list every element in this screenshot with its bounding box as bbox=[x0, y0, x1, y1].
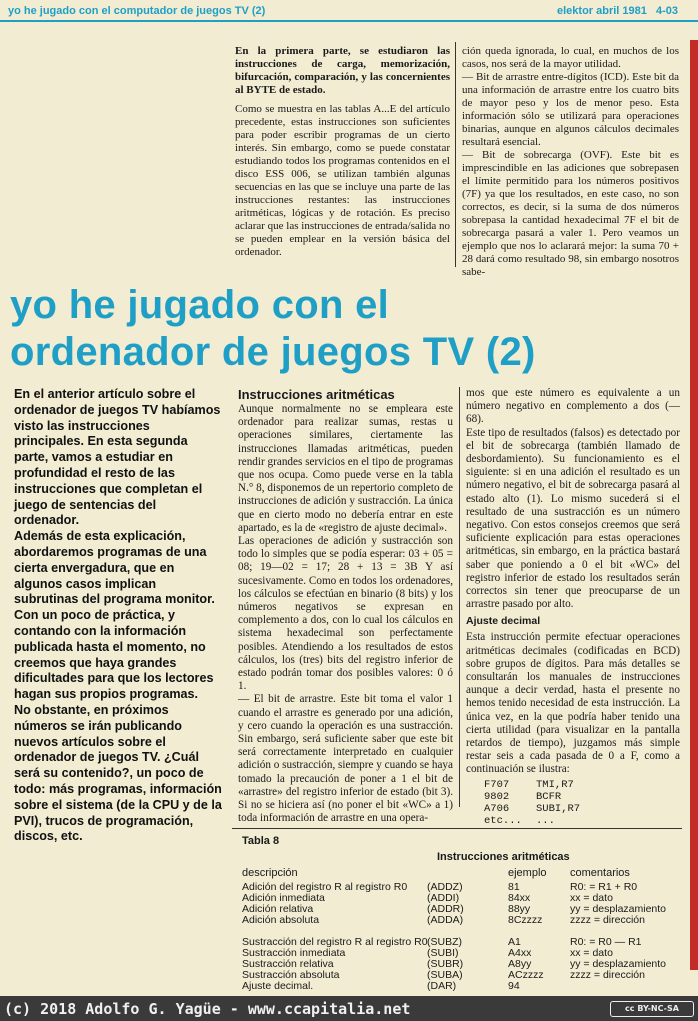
column-divider bbox=[455, 42, 456, 267]
previous-column-2 bbox=[462, 45, 679, 279]
paragraph: — El bit de arrastre. Este bit toma el valor 1 cuando el arrastre es generado por una adición, y cero cuando la operación es una sustracción. Sin embargo, será suficiente saber que este bit será correctamente interpretado en cualquier adición o sustracción, siempre y cuando se haya tomado la precaución de poner a 1 el bit de «arrastre» del registro inferior de estado (bit 3). Si no se hiciera así (no poner el bit «WC» a 1) toda información de arrastre en una opera- bbox=[238, 693, 453, 825]
header-rule bbox=[0, 20, 698, 22]
cell-mnemonic: (ADDR) bbox=[427, 903, 464, 915]
paragraph: ción queda ignorada, lo cual, en muchos de los casos, nos será de la mayor utilidad. bbox=[462, 45, 679, 70]
col-header-comment: comentarios bbox=[570, 867, 630, 879]
paragraph: Como se muestra en las tablas A...E del artículo precedente, estas instrucciones son suficientes para poder escribir programas de un cierto interés. Sin embargo, como se puede constatar estudiando todos los programas contenidos en el disco ESS 006, se utilizan también algunas secuencias en las que se incluye una parte de las instrucciones restantes: las instrucciones aritméticas, lógicas y de rotación. Es preciso aclarar que las instrucciones de entrada/salida no se pueden emplear en la versión básica del ordenador. bbox=[235, 103, 451, 258]
cell-comment: yy = desplazamiento bbox=[570, 903, 667, 915]
table-title: Instrucciones aritméticas bbox=[437, 851, 570, 863]
body-column-2 bbox=[238, 387, 453, 826]
intro-paragraph: Con un poco de práctica, y contando con la información publicada hasta el momento, no creemos que haya grandes dificultades para que los lectores hagan sus propios programas. bbox=[14, 608, 214, 702]
table-row bbox=[232, 980, 682, 992]
paragraph: Aunque normalmente no se empleara este ordenador para realizar sumas, restas u operaciones similares, ciertamente las instrucciones llamadas aritméticas, pueden rendir grandes servicios en el tipo de programas que nos ocupa. Como puede verse en la tabla N.° 8, disponemos de un repertorio completo de instrucciones de adición y sustracción. La única que en cierto modo no debería entrar en este apartado, es la de «registro de ajuste decimal». bbox=[238, 403, 453, 534]
col-header-desc: descripción bbox=[242, 867, 298, 879]
cell-example: 84xx bbox=[508, 892, 531, 904]
cell-comment: zzzz = dirección bbox=[570, 969, 645, 981]
cell-mnemonic: (SUBA) bbox=[427, 969, 463, 981]
intro-paragraph: En el anterior artículo sobre el ordenador de juegos TV habíamos visto las instrucciones principales. En esta segunda parte, vamos a estudiar en profundidad el resto de las instrucciones que completan el juego de sentencias del ordenador. bbox=[14, 387, 221, 528]
cell-mnemonic: (ADDA) bbox=[427, 914, 464, 926]
intro-paragraph: No obstante, en próximos números se irán publicando nuevos artículos sobre el ordenador de juegos TV. ¿Cuál será su contenido?, un poco de todo: más programas, información sobre el sistema (de la CPU y de la PVI), trucos de programación, discos, etc. bbox=[14, 702, 222, 844]
cell-description: Adición relativa bbox=[242, 903, 314, 915]
cell-comment: zzzz = dirección bbox=[570, 914, 645, 926]
title-line-2: ordenador de juegos TV (2) bbox=[10, 330, 536, 374]
code-line: 9802 BCFR bbox=[484, 790, 562, 803]
cell-mnemonic: (DAR) bbox=[427, 980, 457, 992]
cell-comment: xx = dato bbox=[570, 892, 613, 904]
cell-mnemonic: (ADDI) bbox=[427, 892, 460, 904]
cell-comment: R0: = R1 + R0 bbox=[570, 881, 638, 893]
cc-license-badge: cc BY-NC-SA bbox=[610, 1001, 694, 1017]
cell-description: Ajuste decimal. bbox=[242, 980, 314, 992]
code-line: F707 TMI,R7 bbox=[484, 778, 574, 791]
cell-description: Adición absoluta bbox=[242, 914, 320, 926]
issue-label: elektor abril 1981 bbox=[557, 5, 647, 17]
page-number: 4-03 bbox=[656, 5, 679, 17]
code-listing bbox=[484, 779, 680, 827]
page-header bbox=[0, 0, 698, 22]
cell-description: Sustracción absoluta bbox=[242, 969, 340, 981]
copyright-text: (c) 2018 Adolfo G. Yagüe - www.ccapitalia.net bbox=[4, 1000, 411, 1018]
table-caption: Tabla 8 bbox=[242, 835, 280, 847]
red-edge-bar bbox=[690, 40, 698, 970]
paragraph: — Bit de arrastre entre-dígitos (ICD). Este bit da una información de arrastre entre los cuatro bits de mayor peso y los de menor peso. Esta información sólo se utilizará para operaciones binarias, aunque en algunos cálculos decimales resultará esencial. bbox=[462, 71, 679, 148]
cell-example: 94 bbox=[508, 980, 520, 992]
intro-paragraph: Además de esta explicación, abordaremos programas de una cierta envergadura, que en algunos casos implican subrutinas del programa monitor. bbox=[14, 529, 215, 607]
table-header-row bbox=[232, 867, 682, 879]
cell-example: A1 bbox=[508, 936, 521, 948]
intro-text bbox=[14, 387, 222, 845]
cell-description: Sustracción del registro R al registro R0 bbox=[242, 936, 428, 948]
section-heading: Instrucciones aritméticas bbox=[238, 387, 395, 402]
cell-comment: xx = dato bbox=[570, 947, 613, 959]
body-column-3 bbox=[466, 387, 680, 827]
cell-description: Adición inmediata bbox=[242, 892, 325, 904]
code-line: etc... ... bbox=[484, 814, 555, 827]
article-title bbox=[10, 282, 680, 376]
cell-description: Sustracción inmediata bbox=[242, 947, 346, 959]
paragraph: Esta instrucción permite efectuar operaciones aritméticas decimales (codificadas en BCD) sobre grupos de dígitos. Para más detalles se consultarán los manuales de instrucciones aunque a decir verdad, hasta el presente no hemos tenido necesidad de esta instrucción. La única vez, en la que podría haber tenido una cierta utilidad (para visualizar en la pantalla retardos de tiempo), juzgamos más simple restar seis a cada pasada de 0 a F, como a continuación se ilustra: bbox=[466, 631, 680, 776]
paragraph: En la primera parte, se estudiaron las instrucciones de carga, memorización, bifurcación, comparación, y las concernientes al BYTE de estado. bbox=[235, 45, 450, 96]
col-header-example: ejemplo bbox=[508, 867, 547, 879]
cell-example: A4xx bbox=[508, 947, 532, 959]
cell-mnemonic: (SUBI) bbox=[427, 947, 459, 959]
subsection-heading: Ajuste decimal bbox=[466, 615, 541, 628]
paragraph: mos que este número es equivalente a un número negativo en complemento a dos (—68). bbox=[466, 387, 680, 426]
cell-mnemonic: (SUBZ) bbox=[427, 936, 462, 948]
title-line-1: yo he jugado con el bbox=[10, 283, 390, 327]
cell-comment: R0: = R0 — R1 bbox=[570, 936, 642, 948]
cell-mnemonic: (ADDZ) bbox=[427, 881, 463, 893]
cell-description: Sustracción relativa bbox=[242, 958, 334, 970]
cell-example: 81 bbox=[508, 881, 520, 893]
paragraph: Este tipo de resultados (falsos) es detectado por el bit de sobrecarga (también llamado de desbordamiento). Su funcionamiento es el siguiente: si en una adición el resultado es un número negativo, el bit de sobrecarga pasará al estado alto (1). Lo mismo sucederá si el resultado de una sustracción es un número negativo. Con estos consejos creemos que será suficiente explicación para estas operaciones aritméticas, sin embargo, en la práctica bastará saber que poniendo a 0 el bit «WC» del registro inferior de estado los resultados serán correctos sin tener que preocuparse de un arrastre pasado por alto. bbox=[466, 426, 680, 611]
cell-mnemonic: (SUBR) bbox=[427, 958, 464, 970]
table-8 bbox=[232, 828, 682, 992]
cell-comment: yy = desplazamiento bbox=[570, 958, 667, 970]
running-title: yo he jugado con el computador de juegos TV (2) bbox=[8, 5, 266, 17]
cell-example: ACzzzz bbox=[508, 969, 544, 981]
paragraph: — Bit de sobrecarga (OVF). Este bit es imprescindible en las adiciones que sobrepasen el límite permitido para los números positivos (7F) ya que los resultados, en este caso, no son correctos, es decir, si la suma de dos números sobrepasa la cantidad hexadecimal 7F el bit de sobrecarga pasará a valer 1. Pero veamos un ejemplo que nos lo aclarará mejor: la suma 70 + 28 dará como resultado 98, sin embargo nosotros sabe- bbox=[462, 149, 679, 278]
footer-bar bbox=[0, 996, 698, 1021]
previous-column-1 bbox=[235, 45, 450, 265]
cell-example: A8yy bbox=[508, 958, 532, 970]
cell-example: 8Czzzz bbox=[508, 914, 543, 926]
paragraph: Las operaciones de adición y sustracción son todo lo simples que se podía esperar: 03 + 05 = 08; 19—02 = 17; 28 + 13 = 3B Y así sucesivamente. Como en todos los ordenadores, los cálculos se efectúan en binario (8 bits) y los números negativos se expresan en complemento a dos, con lo cual los cálculos en sistema hexadecimal son perfectamente posibles. Atendiendo a los resultados de estos cálculos, los (tres) bits del registro inferior de estado podrán tomar dos posibles valores: 0 ó 1. bbox=[238, 535, 453, 693]
cell-example: 88yy bbox=[508, 903, 531, 915]
cell-description: Adición del registro R al registro R0 bbox=[242, 881, 408, 893]
column-divider bbox=[459, 387, 460, 807]
code-line: A706 SUBI,R7 bbox=[484, 802, 581, 815]
